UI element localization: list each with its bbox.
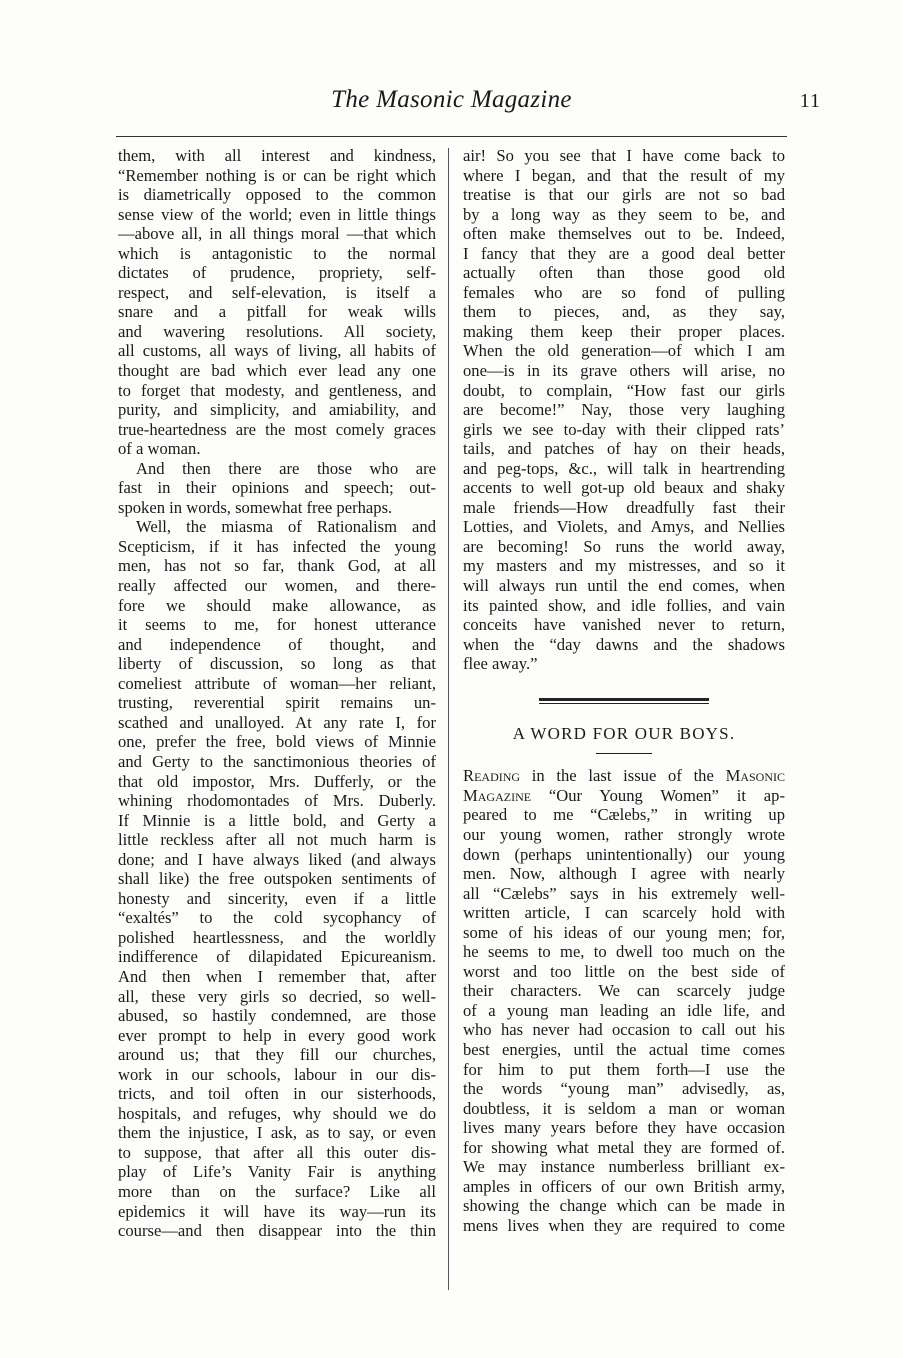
text-line: hospitals, and refuges, why should we do: [118, 1103, 436, 1123]
article-conclusion: [463, 146, 785, 674]
text-line: indifference of dilapidated Epicureanism.: [118, 947, 436, 967]
text-line: polished heartlessness, and the worldly: [118, 927, 436, 947]
text-line: lives many years before they have occasion: [463, 1118, 785, 1138]
text-line: work in our schools, labour in our dis-: [118, 1064, 436, 1084]
page-number: 11: [799, 90, 821, 112]
text-line: and peg-tops, &c., will talk in heartrending: [463, 458, 785, 478]
text-line: written article, I can scarcely hold with: [463, 903, 785, 923]
text-line: them to pieces, and, as they say,: [463, 302, 785, 322]
text-line: them the injustice, I ask, as to say, or even: [118, 1123, 436, 1143]
text-line: best energies, until the actual time comes: [463, 1039, 785, 1059]
text-line: Reading in the last issue of the Masonic: [463, 766, 785, 786]
text-line: all, these very girls so decried, so well-: [118, 986, 436, 1006]
text-line: snare and a pitfall for weak wills: [118, 302, 436, 322]
heading-rule: [596, 753, 652, 754]
text-line: fast in their opinions and speech; out-: [118, 478, 436, 498]
text-line: course—and then disappear into the thin: [118, 1221, 436, 1241]
text-line: who has never had occasion to call out his: [463, 1020, 785, 1040]
text-line: down (perhaps unintentionally) our young: [463, 844, 785, 864]
header-rule: [116, 136, 787, 137]
text-line: showing the change which can be made in: [463, 1196, 785, 1216]
left-column: [118, 146, 436, 1241]
text-line: is diametrically opposed to the common: [118, 185, 436, 205]
text-line: one—is in its grave others will arise, no: [463, 361, 785, 381]
text-line: are becoming! So runs the world away,: [463, 536, 785, 556]
text-line: their characters. We can scarcely judge: [463, 981, 785, 1001]
text-line: and independence of thought, and: [118, 634, 436, 654]
text-line: men, has not so far, thank God, at all: [118, 556, 436, 576]
text-line: true-heartedness are the most comely graces: [118, 419, 436, 439]
text-line: Well, the miasma of Rationalism and: [136, 517, 436, 537]
text-line: Scepticism, if it has infected the young: [118, 536, 436, 556]
text-line: he seems to me, to dwell too much on the: [463, 942, 785, 962]
text-line: treatise is that our girls are not so bad: [463, 185, 785, 205]
text-line: by a long way as they seem to be, and: [463, 204, 785, 224]
section-separator: [539, 698, 709, 704]
running-title: The Masonic Magazine: [331, 86, 572, 113]
text-line: my masters and my mistresses, and so it: [463, 556, 785, 576]
text-line: If Minnie is a little bold, and Gerty a: [118, 810, 436, 830]
text-line: to forget that modesty, and gentleness, and: [118, 380, 436, 400]
text-line: when the “day dawns and the shadows: [463, 634, 785, 654]
text-line: flee away.”: [463, 654, 538, 674]
text-line: ever prompt to help in every good work: [118, 1025, 436, 1045]
text-line: for showing what metal they are formed of.: [463, 1137, 785, 1157]
text-line: “exaltés” to the cold sycophancy of: [118, 908, 436, 928]
text-line: to suppose, that after all this outer dis-: [118, 1142, 436, 1162]
text-line: will always run until the end comes, when: [463, 576, 785, 596]
text-line: where I began, and that the result of my: [463, 165, 785, 185]
text-line: and wavering resolutions. All society,: [118, 321, 436, 341]
text-line: and Gerty to the sanctimonious theories of: [118, 751, 436, 771]
text-line: spoken in words, somewhat free perhaps.: [118, 497, 393, 517]
text-line: abused, so hastily condemned, are those: [118, 1006, 436, 1026]
text-line: done; and I have always liked (and always: [118, 849, 436, 869]
page-header: [0, 86, 903, 126]
text-line: them, with all interest and kindness,: [118, 146, 436, 165]
text-line: more than on the surface? Like all: [118, 1181, 436, 1201]
text-line: its painted show, and idle follies, and vain: [463, 595, 785, 615]
text-line: of a woman.: [118, 439, 201, 459]
text-line: really affected our women, and there-: [118, 576, 436, 596]
text-line: some of his ideas of our young men; for,: [463, 922, 785, 942]
text-line: accents to well got-up old beaux and shaky: [463, 478, 785, 498]
text-line: for him to put them forth—I use the: [463, 1059, 785, 1079]
text-line: When the old generation—of which I am: [463, 341, 785, 361]
text-line: epidemics it will have its way—run its: [118, 1201, 436, 1221]
text-line: sense view of the world; even in little things: [118, 204, 436, 224]
text-line: the words “young man” advisedly, as,: [463, 1079, 785, 1099]
text-line: often make themselves out to be. Indeed,: [463, 224, 785, 244]
text-line: dictates of prudence, propriety, self-: [118, 263, 436, 283]
text-line: girls we see to-day with their clipped rats’: [463, 419, 785, 439]
section-body: [463, 766, 785, 1235]
text-line: are become!” Nay, those very laughing: [463, 400, 785, 420]
text-line: peared to me “Cælebs,” in writing up: [463, 805, 785, 825]
text-line: respect, and self-elevation, is itself a: [118, 282, 436, 302]
text-line: male friends—How dreadfully fast their: [463, 497, 785, 517]
text-line: it seems to me, for honest utterance: [118, 615, 436, 635]
text-line: —above all, in all things moral —that which: [118, 224, 436, 244]
text-line: purity, and simplicity, and amiability, and: [118, 400, 436, 420]
text-line: And then when I remember that, after: [118, 966, 436, 986]
text-line: doubt, to complain, “How fast our girls: [463, 380, 785, 400]
text-line: amples in officers of our own British army,: [463, 1176, 785, 1196]
right-column: [463, 146, 785, 1235]
text-line: of a young man leading an idle life, and: [463, 1000, 785, 1020]
text-line: actually often than those good old: [463, 263, 785, 283]
text-line: men. Now, although I agree with nearly: [463, 864, 785, 884]
column-divider: [448, 148, 449, 1290]
text-line: “Remember nothing is or can be right which: [118, 165, 436, 185]
text-line: We may instance numberless brilliant ex-: [463, 1157, 785, 1177]
section-heading: A WORD FOR OUR BOYS.: [512, 723, 736, 743]
text-line: mens lives when they are required to come: [463, 1215, 785, 1235]
text-line: comeliest attribute of woman—her reliant,: [118, 673, 436, 693]
text-line: Lotties, and Violets, and Amys, and Nellies: [463, 517, 785, 537]
text-line: trusting, reverential spirit remains un-: [118, 693, 436, 713]
text-line: little reckless after all not much harm is: [118, 830, 436, 850]
text-line: scathed and unalloyed. At any rate I, for: [118, 712, 436, 732]
text-line: thought are bad which ever lead any one: [118, 361, 436, 381]
text-line: one, prefer the free, bold views of Minnie: [118, 732, 436, 752]
text-line: our young women, rather strongly wrote: [463, 824, 785, 844]
text-line: doubtless, it is seldom a man or woman: [463, 1098, 785, 1118]
text-line: worst and too little on the best side of: [463, 961, 785, 981]
text-line: making them keep their proper places.: [463, 321, 785, 341]
text-line: females who are so fond of pulling: [463, 282, 785, 302]
text-line: tricts, and toil often in our sisterhoods,: [118, 1084, 436, 1104]
text-line: whining rhodomontades of Mrs. Duberly.: [118, 791, 436, 811]
text-line: conceits have vanished never to return,: [463, 615, 785, 635]
text-line: play of Life’s Vanity Fair is anything: [118, 1162, 436, 1182]
text-line: fore we should make allowance, as: [118, 595, 436, 615]
text-line: Magazine “Our Young Women” it ap-: [463, 785, 785, 805]
text-line: which is antagonistic to the normal: [118, 243, 436, 263]
text-line: I fancy that they are a good deal better: [463, 243, 785, 263]
text-line: And then there are those who are: [136, 458, 436, 478]
text-line: liberty of discussion, so long as that: [118, 654, 436, 674]
text-line: honesty and sincerity, even if a little: [118, 888, 436, 908]
text-line: all “Cælebs” says in his extremely well-: [463, 883, 785, 903]
text-line: shall like) the free outspoken sentiments of: [118, 869, 436, 889]
text-line: that old impostor, Mrs. Dufferly, or the: [118, 771, 436, 791]
text-line: air! So you see that I have come back to: [463, 146, 785, 165]
text-line: tails, and patches of hay on their heads,: [463, 439, 785, 459]
text-line: all customs, all ways of living, all habits of: [118, 341, 436, 361]
text-line: around us; that they fill our churches,: [118, 1045, 436, 1065]
